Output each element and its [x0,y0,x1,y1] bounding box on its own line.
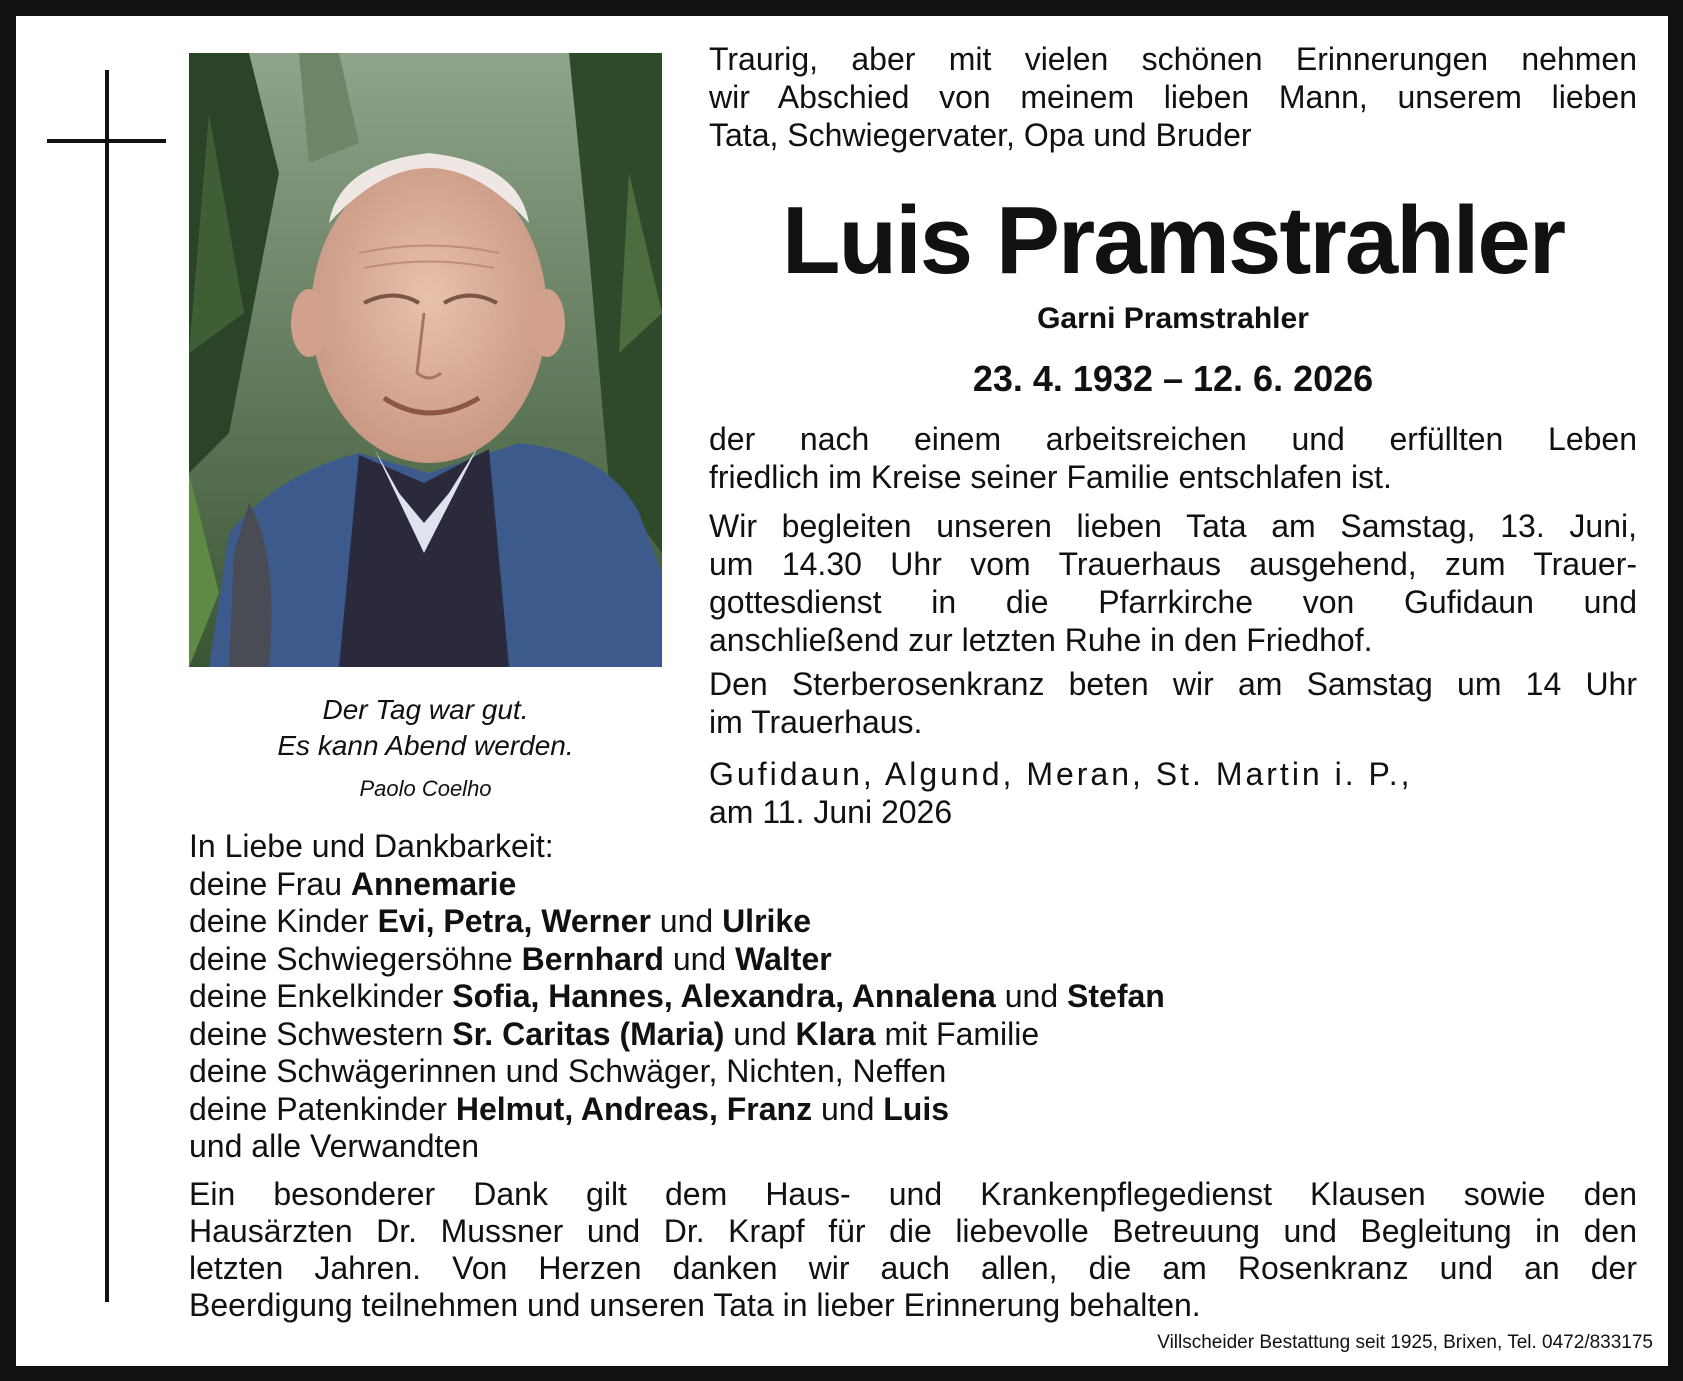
cross-horizontal-bar [47,139,166,143]
family-names: Helmut, Andreas, Franz [455,1090,813,1127]
text-line: Den Sterberosenkranz beten wir am Samstag um 14 Uhr [709,666,1637,702]
portrait-photo [189,53,662,667]
thanks-paragraph [189,1176,1637,1324]
life-dates: 23. 4. 1932 – 12. 6. 2026 [972,358,1374,399]
family-line [189,978,1629,1016]
family-names: Stefan [1067,978,1165,1014]
family-relation: mit Familie [875,1015,1040,1052]
text-line: gottesdienst in die Pfarrkirche von Gufidaun und [709,584,1637,620]
rosary-paragraph [709,665,1637,741]
text-line: um 14.30 Uhr vom Trauerhaus ausgehend, zum Trauer- [709,546,1637,582]
text-line: letzten Jahren. Von Herzen danken wir auch allen, die am Rosenkranz und an der [189,1250,1637,1286]
family-relation: deine Kinder [189,903,378,939]
family-names: Ulrike [722,903,811,939]
places-line: Gufidaun, Algund, Meran, St. Martin i. P., [709,756,1413,792]
family-line [189,866,1629,904]
text-line: Hausärzten Dr. Mussner und Dr. Krapf für die liebevolle Betreuung und Begleitung in den [189,1213,1637,1249]
family-relation: und alle Verwandten [189,1128,479,1164]
funeral-home-footer: Villscheider Bestattung seit 1925, Brixen, Tel. 0472/833175 [1157,1332,1653,1353]
family-relation: deine Schwägerinnen und Schwäger, Nichten, Neffen [189,1053,947,1089]
family-relation: und [724,1015,796,1052]
family-names: Annemarie [350,865,517,902]
family-relation: und [995,978,1068,1014]
family-line [189,1128,1629,1166]
quote-line: Es kann Abend werden. [277,730,574,761]
family-relation: deine Schwiegersöhne [189,940,522,977]
business-name: Garni Pramstrahler [1037,302,1309,335]
family-line [189,828,1629,866]
family-line [189,1091,1629,1129]
family-line [189,903,1629,941]
text-line: Ein besonderer Dank gilt dem Haus- und Krankenpflegedienst Klausen sowie den [189,1176,1637,1212]
deceased-name: Luis Pramstrahler [781,187,1565,294]
family-names: Sr. Caritas (Maria) [452,1015,725,1052]
family-names: Evi, Petra, Werner [377,903,651,939]
family-relation: deine Enkelkinder [189,978,453,1014]
intro-paragraph [709,40,1637,154]
text-line: wir Abschied von meinem lieben Mann, unserem lieben [709,79,1637,115]
family-relation: In Liebe und Dankbarkeit: [189,828,554,864]
text-line: Beerdigung teilnehmen und unseren Tata in lieber Erinnerung behalten. [189,1287,1201,1323]
text-line: friedlich im Kreise seiner Familie entschlafen ist. [709,459,1392,495]
text-line: anschließend zur letzten Ruhe in den Friedhof. [709,622,1373,658]
family-names: Luis [883,1090,950,1127]
quote-author: Paolo Coelho [359,776,492,801]
cross-vertical-bar [105,70,109,1302]
family-line [189,941,1629,979]
quote-line: Der Tag war gut. [322,694,529,725]
family-names: Klara [795,1015,876,1052]
text-line: Tata, Schwiegervater, Opa und Bruder [709,117,1252,153]
portrait-illustration [189,53,662,667]
passing-paragraph [709,420,1637,496]
family-names: Sofia, Hannes, Alexandra, Annalena [452,978,996,1014]
family-names: Walter [735,940,832,977]
family-line [189,1016,1629,1054]
family-relation: und [663,940,736,977]
family-names: Bernhard [521,940,664,977]
text-line: im Trauerhaus. [709,704,923,740]
text-line: Traurig, aber mit vielen schönen Erinnerungen nehmen [709,41,1637,77]
family-line [189,1053,1629,1091]
family-list [189,828,1629,1166]
place-and-date [709,755,1637,831]
family-relation: deine Patenkinder [189,1090,456,1127]
text-line: der nach einem arbeitsreichen und erfüllten Leben [709,421,1637,457]
family-relation: deine Schwestern [189,1015,453,1052]
family-relation: deine Frau [189,865,351,902]
family-relation: und [812,1090,884,1127]
date-line: am 11. Juni 2026 [709,794,953,830]
text-line: Wir begleiten unseren lieben Tata am Samstag, 13. Juni, [709,508,1637,544]
family-relation: und [650,903,723,939]
funeral-paragraph [709,507,1637,659]
